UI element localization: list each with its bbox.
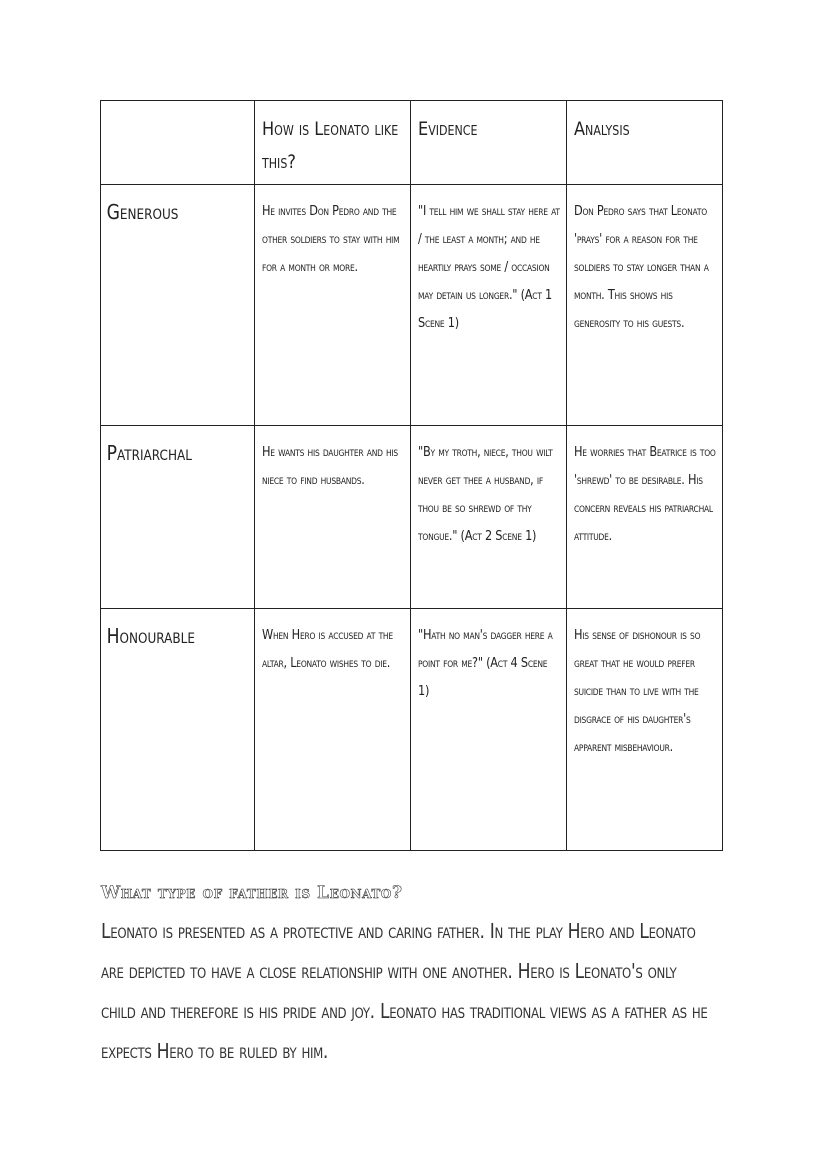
table-header-row [101,101,723,185]
trait-label: Patriarchal [101,426,233,609]
table-row [101,185,723,426]
analysis-cell: Don Pedro says that Leonato 'prays' for a reason for the soldiers to stay longer than a month. This shows his generosity to his guests. [567,185,723,426]
section-heading: What type of father is Leonato? [101,883,403,903]
analysis-cell: He worries that Beatrice is too 'shrewd' to be desirable. His concern reveals his patriarchal attitude. [567,426,723,609]
analysis-cell: His sense of dishonour is so great that he would prefer suicide than to live with the disgrace of his daughter's apparent misbehaviour. [567,609,723,851]
how-cell: He wants his daughter and his niece to find husbands. [255,426,411,609]
character-table [100,100,723,851]
header-cell-empty [101,101,255,185]
table-row [101,609,723,851]
section-paragraph: Leonato is presented as a protective and caring father. In the play Hero and Leonato are depicted to have a close relationship with one another. Hero is Leonato's only child and therefore is his pride and joy. Leonato has traditional views as a father as he expects Hero to be ruled by him. [101,919,708,1063]
table-row [101,426,723,609]
evidence-cell: "Hath no man's dagger here a point for me?" (Act 4 Scene 1) [411,609,567,851]
trait-label: Generous [101,185,233,426]
header-cell-how: How is Leonato like this? [255,101,411,185]
how-cell: When Hero is accused at the altar, Leonato wishes to die. [255,609,411,851]
evidence-cell: "By my troth, niece, thou wilt never get thee a husband, if thou be so shrewd of thy tongue." (Act 2 Scene 1) [411,426,567,609]
header-cell-analysis: Analysis [567,101,723,185]
trait-label: Honourable [101,609,233,851]
how-cell: He invites Don Pedro and the other soldiers to stay with him for a month or more. [255,185,411,426]
header-cell-evidence: Evidence [411,101,567,185]
evidence-cell: "I tell him we shall stay here at / the least a month; and he heartily prays some / occasion may detain us longer." (Act 1 Scene 1) [411,185,567,426]
